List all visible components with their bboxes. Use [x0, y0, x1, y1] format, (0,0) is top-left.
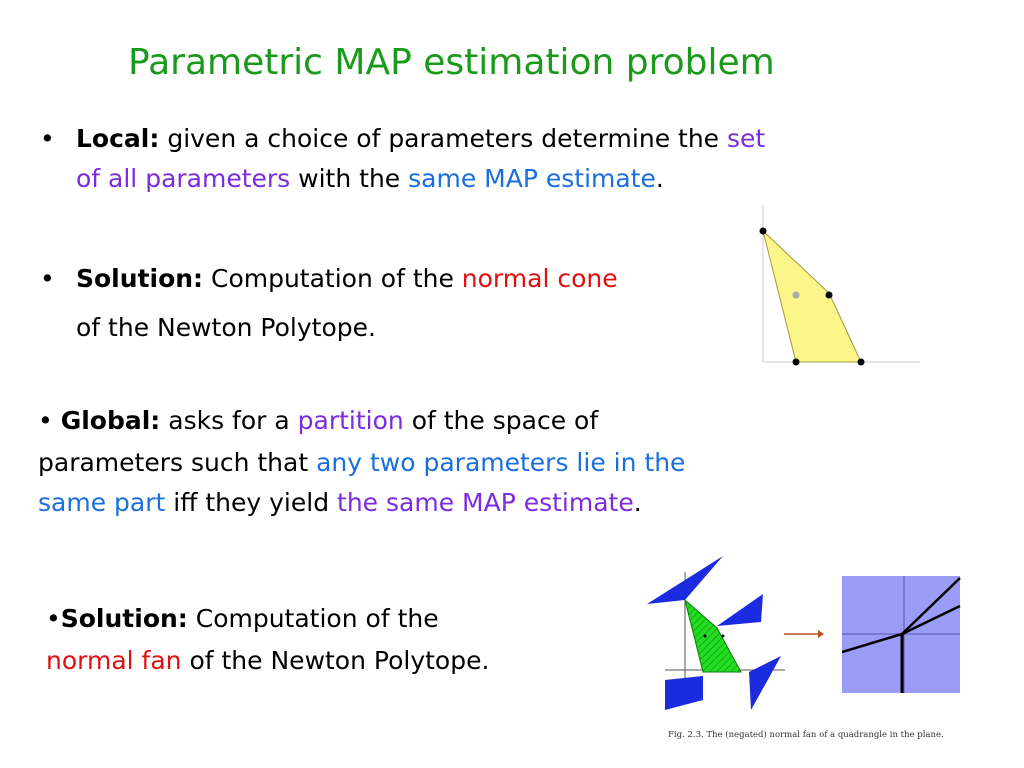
solution2-line-2 — [46, 648, 489, 673]
local-line-2 — [76, 166, 664, 191]
global-text-2a: parameters such that — [38, 448, 317, 477]
vertex — [760, 228, 767, 235]
bullet-marker: • — [40, 124, 55, 153]
polytope — [763, 231, 861, 362]
quadrangle-center — [722, 635, 725, 638]
vertex — [858, 359, 865, 366]
global-label: Global: — [60, 406, 161, 435]
solution2-text-1: Computation of the — [187, 604, 439, 633]
slide-title: Parametric MAP estimation problem — [128, 42, 775, 83]
global-highlight-same-map: the same MAP estimate — [337, 488, 634, 517]
quadrangle-center — [704, 635, 707, 638]
fan-cone — [665, 676, 703, 710]
global-text-3: iff they yield — [165, 488, 338, 517]
figure-caption: Fig. 2.3. The (negated) normal fan of a quadrangle in the plane. — [668, 730, 944, 740]
local-highlight-same-map: same MAP estimate — [408, 164, 656, 193]
fan-cone — [647, 556, 723, 604]
bullet-marker: • — [46, 604, 61, 633]
fan-cone — [749, 656, 781, 710]
global-highlight-same-part: same part — [38, 488, 166, 517]
global-text-1: asks for a — [160, 406, 298, 435]
normal-fan-figure — [645, 552, 795, 722]
vertex — [826, 292, 833, 299]
solution1-line-2: of the Newton Polytope. — [76, 313, 376, 342]
global-text-2: of the space of — [403, 406, 599, 435]
local-text-1: given a choice of parameters determine the — [159, 124, 727, 153]
local-text-2: with the — [290, 164, 409, 193]
global-highlight-any-two: any two parameters lie in the — [316, 448, 686, 477]
bullet-marker: • — [40, 264, 55, 293]
local-line-1 — [76, 126, 765, 151]
solution2-text-2: of the Newton Polytope. — [181, 646, 490, 675]
solution1-line-1 — [76, 266, 618, 291]
local-highlight-parameters: of all parameters — [76, 164, 291, 193]
global-highlight-partition: partition — [297, 406, 404, 435]
vertex — [793, 359, 800, 366]
local-label: Local: — [76, 124, 160, 153]
solution2-line-1 — [46, 606, 439, 631]
local-highlight-set: set — [727, 124, 766, 153]
arrow-icon — [782, 628, 826, 640]
interior-point — [793, 292, 800, 299]
solution2-highlight-normal-fan: normal fan — [46, 646, 182, 675]
solution1-text-1: Computation of the — [203, 264, 462, 293]
quadrangle — [685, 600, 741, 672]
bullet-marker: • — [38, 406, 53, 435]
local-end: . — [655, 164, 664, 193]
global-end: . — [633, 488, 642, 517]
fan-cone — [717, 594, 763, 626]
global-line-1 — [38, 408, 598, 433]
solution1-highlight-normal-cone: normal cone — [461, 264, 618, 293]
global-line-3 — [38, 490, 642, 515]
solution2-label: Solution: — [60, 604, 188, 633]
partition-plane-figure — [842, 576, 962, 696]
solution1-label: Solution: — [76, 264, 204, 293]
newton-polytope-figure — [755, 205, 925, 375]
global-line-2 — [38, 450, 685, 475]
